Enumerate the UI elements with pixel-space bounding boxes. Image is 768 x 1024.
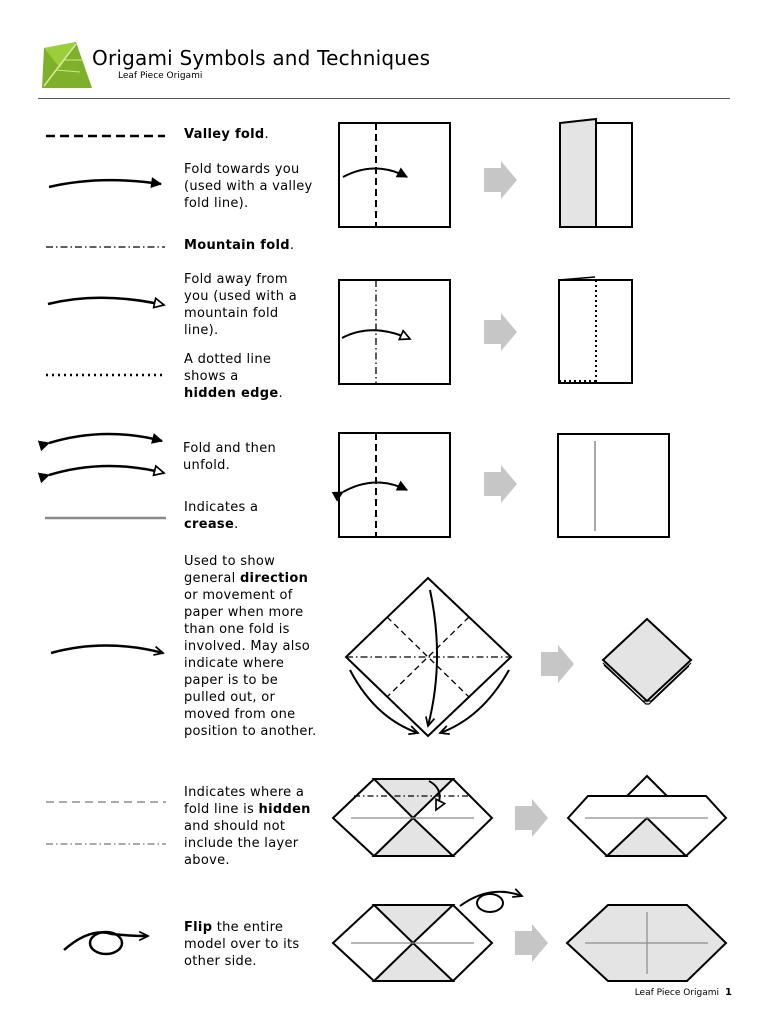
fold-unfold-mountain-arrow-symbol xyxy=(49,466,164,475)
page-subtitle: Leaf Piece Origami xyxy=(118,71,203,81)
next-step-arrow xyxy=(484,161,517,199)
fold-unfold-description: Fold and then unfold. xyxy=(183,441,277,473)
hidden-edge-description: A dotted line shows a hidden edge. xyxy=(184,352,283,401)
next-step-arrow xyxy=(484,313,517,351)
valley-fold-diagram-before xyxy=(339,123,450,227)
direction-diagram-after xyxy=(603,619,691,704)
flip-diagram-after xyxy=(567,905,726,981)
valley-arrow-symbol xyxy=(49,180,161,187)
next-step-arrow xyxy=(515,799,548,837)
mountain-fold-label: Mountain fold. xyxy=(184,238,295,253)
valley-fold-diagram-after xyxy=(560,119,632,227)
valley-fold-label: Valley fold. xyxy=(184,127,269,142)
page-footer: Leaf Piece Origami 1 xyxy=(634,987,732,998)
next-step-arrow xyxy=(541,645,574,683)
flip-diagram-before xyxy=(333,892,522,981)
mountain-arrow-symbol xyxy=(48,298,164,305)
flip-arrow-symbol xyxy=(64,932,148,954)
hidden-line-diagram-before xyxy=(333,779,492,856)
direction-diagram-before xyxy=(346,578,511,736)
next-step-arrow xyxy=(515,924,548,962)
flip-description: Flip the entire model over to its other side. xyxy=(184,920,300,969)
crease-description: Indicates a crease. xyxy=(184,500,259,532)
page-title: Origami Symbols and Techniques xyxy=(92,46,431,70)
next-step-arrow xyxy=(484,465,517,503)
fold-unfold-diagram-before xyxy=(339,433,450,537)
mountain-fold-diagram-before xyxy=(339,280,450,384)
fold-unfold-diagram-after xyxy=(558,434,669,537)
fold-towards-description: Fold towards you (used with a valley fold line). xyxy=(184,162,313,211)
fold-away-description: Fold away from you (used with a mountain fold line). xyxy=(184,272,297,338)
page-number: 1 xyxy=(725,987,732,998)
direction-arrow-symbol xyxy=(51,646,163,654)
hidden-line-diagram-after xyxy=(568,776,726,856)
fold-unfold-arrow-symbol xyxy=(49,434,162,443)
direction-description: Used to show general direction or movement of paper when more than one fold is involved. May also indicate where paper is to be pulled out, or moved from one position to another. xyxy=(184,554,317,739)
hidden-line-description: Indicates where a fold line is hidden and should not include the layer above. xyxy=(184,785,311,868)
mountain-fold-diagram-after xyxy=(559,277,632,383)
